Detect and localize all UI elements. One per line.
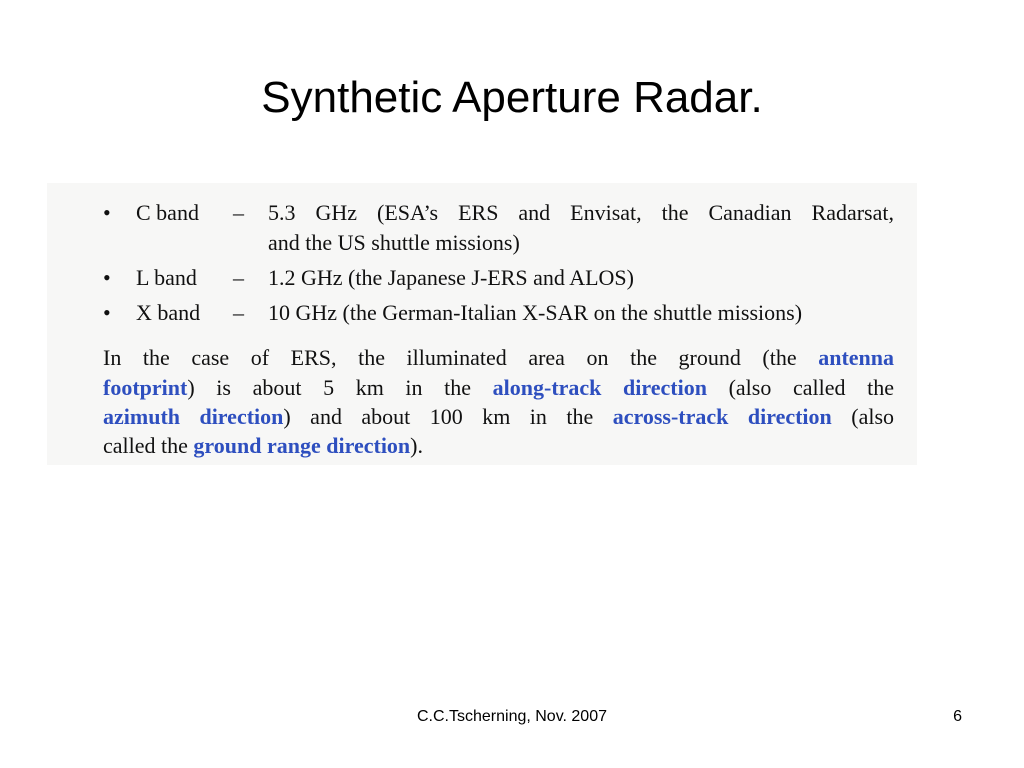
bullet-item-x-band bbox=[47, 298, 917, 328]
paragraph-line-1 bbox=[103, 343, 894, 372]
bullet-dot: • bbox=[103, 265, 111, 290]
band-dash: – bbox=[233, 200, 244, 225]
bullet-dot: • bbox=[103, 300, 111, 325]
band-description: 1.2 GHz (the Japanese J-ERS and ALOS) bbox=[268, 265, 634, 290]
term-along-track-direction: along-track direction bbox=[492, 375, 707, 400]
paragraph-line-2 bbox=[103, 373, 894, 402]
band-description-continued: and the US shuttle missions) bbox=[268, 230, 520, 255]
band-name: X band bbox=[136, 300, 201, 325]
band-name: L band bbox=[136, 265, 197, 290]
slide-title: Synthetic Aperture Radar. bbox=[261, 73, 763, 122]
paragraph-text: ) is about 5 km in the bbox=[187, 375, 493, 400]
footer-author: C.C.Tscherning, Nov. 2007 bbox=[416, 708, 607, 725]
paragraph-text: (also bbox=[831, 404, 895, 429]
band-description: 10 GHz (the German-Italian X-SAR on the shuttle missions) bbox=[268, 300, 803, 325]
paragraph-line-4 bbox=[103, 431, 894, 460]
paragraph-line-3 bbox=[103, 402, 894, 431]
term-across-track-direction: across-track direction bbox=[612, 404, 832, 429]
bullet-item-l-band bbox=[47, 263, 917, 293]
band-dash: – bbox=[233, 300, 244, 325]
bullet-item-c-band bbox=[47, 198, 917, 255]
paragraph-text: called the bbox=[103, 433, 194, 458]
paragraph-text: ) and about 100 km in the bbox=[283, 404, 613, 429]
bullet-dot: • bbox=[103, 200, 111, 225]
paragraph-text: ). bbox=[410, 433, 423, 458]
paragraph-text: In the case of ERS, the illuminated area on the ground (the bbox=[103, 345, 819, 370]
band-description: 5.3 GHz (ESA’s ERS and Envisat, the Canadian Radarsat, bbox=[268, 200, 894, 225]
band-name: C band bbox=[136, 200, 199, 225]
term-footprint: footprint bbox=[103, 375, 188, 400]
term-antenna: antenna bbox=[818, 345, 894, 370]
paragraph-text: (also called the bbox=[706, 375, 894, 400]
term-ground-range-direction: ground range direction bbox=[193, 433, 411, 458]
content-image bbox=[47, 183, 917, 465]
term-azimuth-direction: azimuth direction bbox=[103, 404, 284, 429]
slide-number: 6 bbox=[953, 708, 962, 725]
band-dash: – bbox=[233, 265, 244, 290]
